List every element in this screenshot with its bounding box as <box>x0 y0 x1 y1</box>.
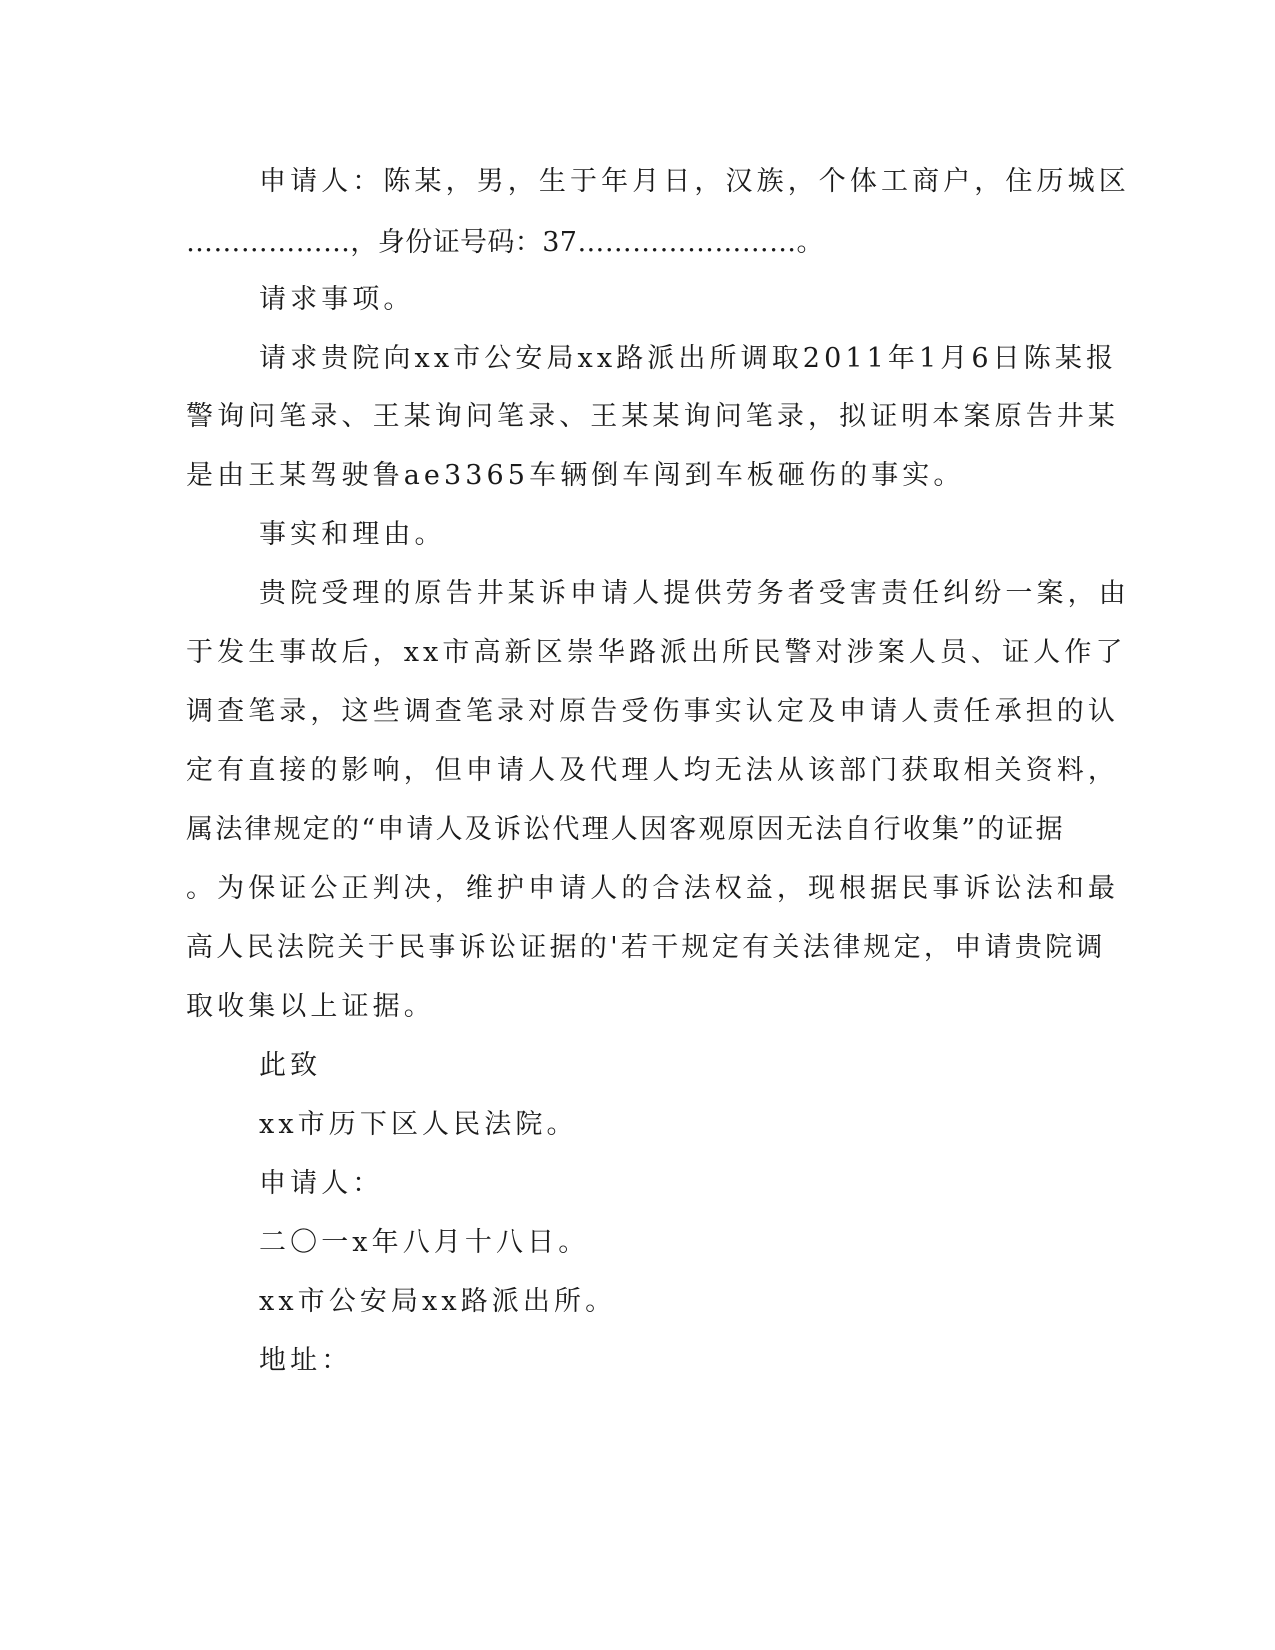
facts-line-8: 取收集以上证据。 <box>186 991 435 1022</box>
facts-line-5: 属法律规定的“申请人及诉讼代理人因客观原因无法自行收集”的证据 <box>186 814 1065 845</box>
requests-line-2: 警询问笔录、王某询问笔录、王某某询问笔录，拟证明本案原告井某 <box>186 401 1119 432</box>
salutation: 此致 <box>259 1050 322 1081</box>
applicant-info-line-1: 申请人：陈某，男，生于年月日，汉族，个体工商户，住历城区 <box>259 166 1130 197</box>
facts-line-7: 高人民法院关于民事诉讼证据的'若干规定有关法律规定，申请贵院调 <box>186 932 1106 963</box>
signature-applicant: 申请人： <box>259 1168 384 1199</box>
facts-line-1: 贵院受理的原告井某诉申请人提供劳务者受害责任纠纷一案，由 <box>259 578 1130 609</box>
applicant-info-line-2: ………………，身份证号码：37……………………。 <box>186 227 824 258</box>
recipient-court: xx市历下区人民法院。 <box>259 1109 578 1140</box>
requests-heading: 请求事项。 <box>259 284 415 315</box>
requests-line-1: 请求贵院向xx市公安局xx路派出所调取2011年1月6日陈某报 <box>259 343 1118 374</box>
requests-line-3: 是由王某驾驶鲁ae3365车辆倒车闯到车板砸伤的事实。 <box>186 460 965 491</box>
police-station: xx市公安局xx路派出所。 <box>259 1286 617 1317</box>
facts-line-2: 于发生事故后，xx市高新区崇华路派出所民警对涉案人员、证人作了 <box>186 637 1127 668</box>
facts-line-4: 定有直接的影响，但申请人及代理人均无法从该部门获取相关资料， <box>186 755 1119 786</box>
facts-heading: 事实和理由。 <box>259 519 446 550</box>
address-label: 地址： <box>259 1345 353 1376</box>
signature-date: 二〇一x年八月十八日。 <box>259 1227 590 1258</box>
facts-line-3: 调查笔录，这些调查笔录对原告受伤事实认定及申请人责任承担的认 <box>186 696 1119 727</box>
facts-line-6: 。为保证公正判决，维护申请人的合法权益，现根据民事诉讼法和最 <box>186 873 1119 904</box>
